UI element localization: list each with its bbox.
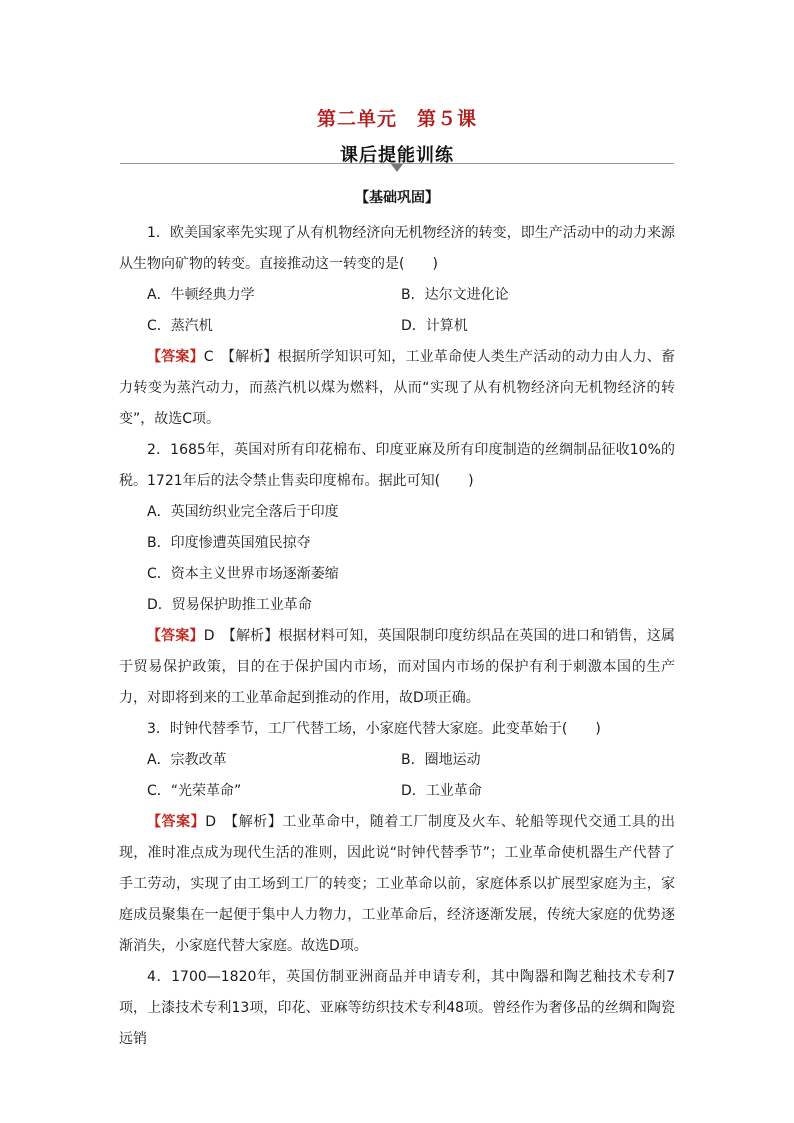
option-d: D．工业革命 [401, 783, 482, 799]
options-group [119, 280, 675, 342]
option-c: C．资本主义世界市场逐渐萎缩 [147, 566, 339, 582]
option-d: D．计算机 [401, 318, 468, 334]
answer-value: D [203, 628, 215, 644]
divider-arrow-icon [391, 164, 403, 172]
option-b: B．达尔文进化论 [401, 287, 509, 303]
question-stem: 1．欧美国家率先实现了从有机物经济向无机物经济的转变，即生产活动中的动力来源从生物向矿物的转变。直接推动这一转变的是( ) [119, 225, 675, 272]
analysis-label: 【解析】 [227, 349, 278, 365]
content-body [119, 218, 675, 1055]
answer-block [119, 621, 675, 714]
option-c: C．“光荣革命” [147, 783, 242, 799]
option-b: B．圈地运动 [401, 752, 481, 768]
answer-label: 【答案】 [147, 349, 204, 365]
answer-block [119, 342, 675, 435]
option-d: D．贸易保护助推工业革命 [147, 597, 312, 613]
question-stem: 4．1700—1820年，英国仿制亚洲商品并申请专利，其中陶器和陶艺釉技术专利7项，上漆技术专利13项，印花、亚麻等纺织技术专利48项。曾经作为奢侈品的丝绸和陶瓷远销 [119, 969, 675, 1047]
analysis-label: 【解析】 [228, 628, 279, 644]
section-heading: 【基础巩固】 [355, 190, 439, 206]
option-b: B．印度惨遭英国殖民掠夺 [147, 535, 311, 551]
answer-label: 【答案】 [147, 814, 206, 830]
question-2 [119, 435, 675, 714]
option-a: A．英国纺织业完全落后于印度 [147, 504, 339, 520]
options-group [119, 745, 675, 807]
answer-value: C [203, 349, 214, 365]
analysis-text: 根据所学知识可知，工业革命使人类生产活动的动力由人力、畜力转变为蒸汽动力，而蒸汽机以煤为燃料，从而“实现了从有机物经济向无机物经济的转变”，故选C项。 [119, 349, 676, 427]
option-a: A．宗教改革 [147, 752, 227, 768]
options-group [119, 497, 675, 621]
option-a: A．牛顿经典力学 [147, 287, 255, 303]
question-1 [119, 218, 675, 435]
analysis-label: 【解析】 [231, 814, 283, 830]
page-title: 第二单元 第５课 [316, 108, 477, 130]
answer-value: D [205, 814, 217, 830]
page-subtitle: 课后提能训练 [340, 145, 454, 166]
question-stem: 3．时钟代替季节，工厂代替工场，小家庭代替大家庭。此变革始于( ) [147, 721, 601, 737]
option-c: C．蒸汽机 [147, 318, 213, 334]
question-4 [119, 962, 675, 1055]
question-stem: 2．1685年，英国对所有印花棉布、印度亚麻及所有印度制造的丝绸制品征收10%的税。1721年后的法令禁止售卖印度棉布。据此可知( ) [119, 442, 675, 489]
answer-label: 【答案】 [147, 628, 204, 644]
question-3 [119, 714, 675, 962]
answer-block [119, 807, 675, 962]
analysis-text: 根据材料可知，英国限制印度纺织品在英国的进口和销售，这属于贸易保护政策，目的在于保护国内市场，而对国内市场的保护有利于刺激本国的生产力，对即将到来的工业革命起到推动的作用，故D项正确。 [119, 628, 676, 706]
analysis-text: 工业革命中，随着工厂制度及火车、轮船等现代交通工具的出现，准时准点成为现代生活的准则，因此说“时钟代替季节”；工业革命使机器生产代替了手工劳动，实现了由工场到工厂的转变；工业革命以前，家庭体系以扩展型家庭为主，家庭成员聚集在一起便于集中人力物力，工业革命后，经济逐渐发展，传统大家庭的优势逐渐消失，小家庭代替大家庭。故选D项。 [119, 814, 676, 954]
